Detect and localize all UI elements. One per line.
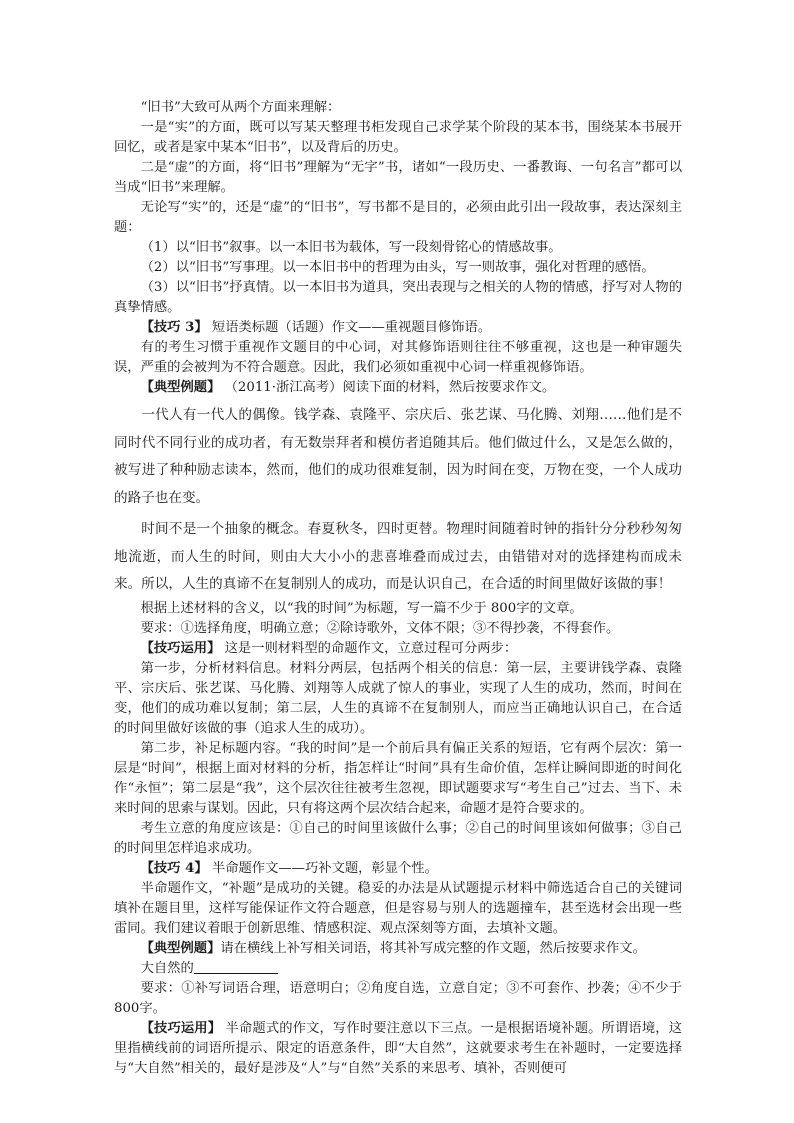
technique-paragraph: [114, 1019, 682, 1079]
paragraph: 考生立意的角度应该是：①自己的时间里该做什么事；②自己的时间里该如何做事；③自己的时间里怎样追求成功。: [114, 820, 682, 856]
document-page: [114, 98, 682, 1079]
paragraph: 无论写“实”的，还是“虚”的“旧书”，写书都不是目的，必须由此引出一段故事，表达深刻主题：: [114, 200, 682, 235]
tip-heading: [114, 318, 682, 338]
tip-label: 【技巧 4】: [140, 860, 208, 876]
material-paragraph: 时间不是一个抽象的概念。春夏秋冬，四时更替。物理时间随着时钟的指针分分秒秒匆匆地流逝，而人生的时间，则由大大小小的悲喜堆叠而成过去，由错错对对的选择建构而成未来。所以，人生的真谛不在复制别人的成功，而是认识自己，在合适的时间里做好该做的事！: [114, 521, 682, 592]
list-item: （2）以“旧书”写事理。以一本旧书中的哲理为由头，写一则故事，强化对哲理的感悟。: [140, 260, 655, 275]
technique-label: 【技巧运用】: [140, 640, 221, 656]
paragraph: 第二步，补足标题内容。“我的时间”是一个前后具有偏正关系的短语，它有两个层次：第一层是“时间”，根据上面对材料的分析，指怎样让“时间”具有生命价值，怎样让瞬间即逝的时间化作“永恒”；第二层是“我”，这个层次往往被考生忽视，即试题要求写“考生自己”过去、当下、未来时间的思索与谋划。因此，只有将这两个层次结合起来，命题才是符合要求的。: [114, 740, 682, 816]
paragraph: 一是“实”的方面，既可以写某天整理书柜发现自己求学某个阶段的某本书，围绕某本书展开回忆，或者是家中某本“旧书”，以及背后的历史。: [114, 120, 682, 155]
tip-title: 半命题作文——巧补文题，彰显个性。: [207, 860, 438, 876]
paragraph: 第一步，分析材料信息。材料分两层，包括两个相关的信息：第一层，主要讲钱学森、袁隆平、宗庆后、张艺谋、马化腾、刘翔等人成就了惊人的事业，实现了人生的成功，然而，时间在变，他们的成功难以复制；第二层，人生的真谛不在复制别人，而应当正确地认识自己，在合适的时间里做好该做的事（追求人生的成功）。: [114, 660, 682, 736]
title-prefix: 大自然的: [140, 960, 194, 976]
material-paragraph: 一代人有一代人的偶像。钱学森、袁隆平、宗庆后、张艺谋、马化腾、刘翔……他们是不同时代不同行业的成功者，有无数崇拜者和模仿者追随其后。他们做过什么，又是怎么做的，被写进了种种励志读本，然而，他们的成功很难复制，因为时间在变，万物在变，一个人成功的路子也在变。: [114, 407, 682, 506]
tip-label: 【技巧 3】: [140, 320, 208, 335]
paragraph: 半命题作文，“补题”是成功的关键。稳妥的办法是从试题提示材料中筛选适合自己的关键词填补在题目里，这样写能保证作文符合题意，但是容易与别人的选题撞车，甚至选材会出现一些雷同。我们建议着眼于创新思维、情感积淀、观点深刻等方面，去填补文题。: [114, 880, 682, 936]
technique-text: 这是一则材料型的命题作文，立意过程可分两步：: [220, 640, 518, 656]
paragraph: “旧书”大致可从两个方面来理解：: [140, 100, 341, 115]
tip-title: 短语类标题（话题）作文——重视题目修饰语。: [207, 320, 492, 335]
paragraph: 根据上述材料的含义，以“我的时间”为标题，写一篇不少于 800字的文章。: [140, 600, 583, 616]
example-heading: [114, 939, 682, 959]
paragraph: 二是“虚”的方面，将“旧书”理解为“无字”书，诸如“一段历史、一番教诲、一句名言”都可以当成“旧书”来理解。: [114, 160, 682, 195]
list-item: （3）以“旧书”抒真情。以一本旧书为道具，突出表现与之相关的人物的情感，抒写对人物的真挚情感。: [114, 280, 682, 315]
tip-heading: [114, 859, 682, 879]
title-prompt: [114, 959, 682, 979]
example-label: 【典型例题】: [140, 940, 221, 956]
paragraph: 有的考生习惯于重视作文题目的中心词，对其修饰语则往往不够重视，这也是一种审题失误，严重的会被判为不符合题意。因此，我们必须如重视中心词一样重视修饰语。: [114, 340, 682, 375]
example-heading: [114, 378, 682, 398]
requirements: 要求：①选择角度，明确立意；②除诗歌外，文体不限；③不得抄袭，不得套作。: [140, 620, 620, 636]
requirements: 要求：①补写词语合理，语意明白；②角度自选，立意自定；③不可套作、抄袭；④不少于 800字。: [114, 980, 682, 1016]
example-prompt: 请在横线上补写相关词语，将其补写成完整的作文题，然后按要求作文。: [220, 940, 646, 956]
list-item: （1）以“旧书”叙事。以一本旧书为载体，写一段刻骨铭心的情感故事。: [140, 240, 562, 255]
example-prompt: （2011·浙江高考）阅读下面的材料，然后按要求作文。: [220, 380, 556, 395]
technique-heading: [114, 639, 682, 659]
technique-text: 半命题式的作文，写作时要注意以下三点。一是根据语境补题。所谓语境，这里指横线前的词语所提示、限定的语意条件，即“大自然”，这就要求考生在补题时，一定要选择与“大自然”相关的，最好是涉及“人”与“自然”关系的来思考、填补，否则便可: [114, 1020, 682, 1076]
example-label: 【典型例题】: [140, 380, 221, 395]
fill-in-blank: [194, 959, 278, 974]
technique-label: 【技巧运用】: [140, 1020, 222, 1036]
